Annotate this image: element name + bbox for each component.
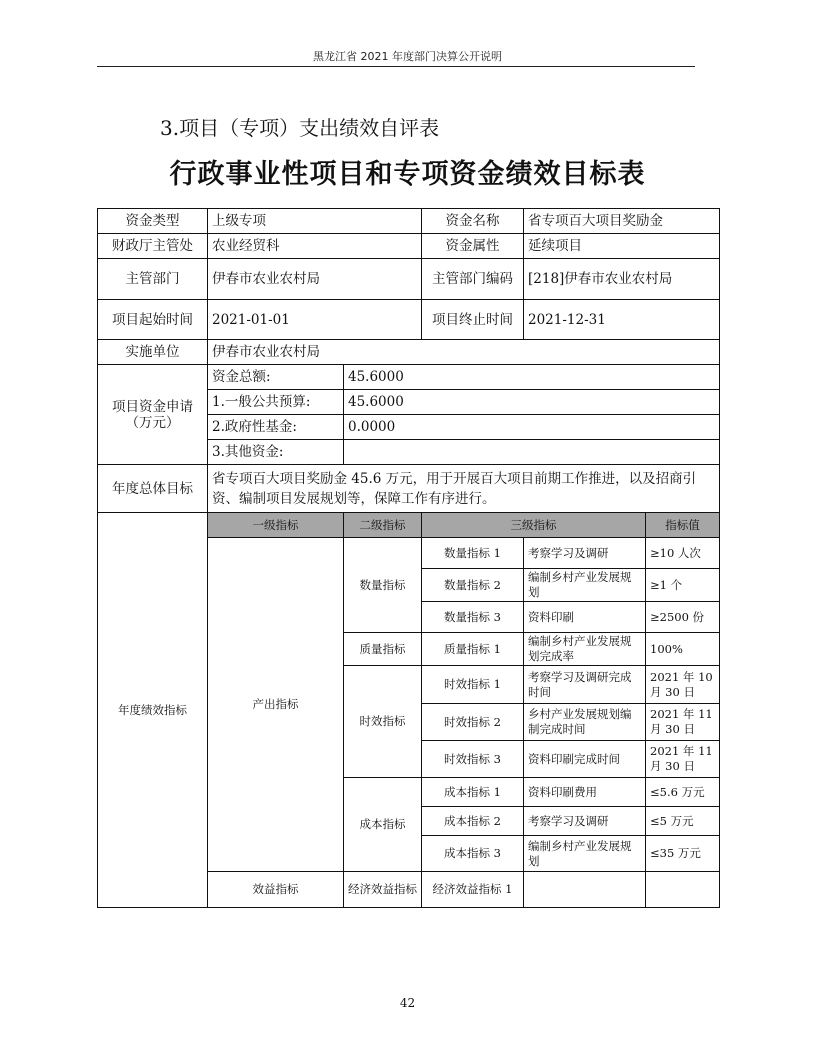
main-title: 行政事业性项目和专项资金绩效目标表 — [169, 159, 646, 190]
fund-type-value: 上级专项 — [208, 209, 422, 234]
fund-attr-label: 资金属性 — [422, 234, 524, 259]
funding-row-label: 3.其他资金: — [208, 440, 344, 465]
header-value: 指标值 — [646, 513, 720, 538]
indicator-value: ≤5 万元 — [646, 807, 720, 836]
impl-value: 伊春市农业农村局 — [208, 340, 720, 365]
perf-label: 年度绩效指标 — [98, 513, 208, 908]
indicator-desc: 编制乡村产业发展规划 — [524, 569, 646, 602]
funding-row-label: 资金总额: — [208, 365, 344, 390]
group-cost: 成本指标 — [344, 778, 422, 872]
indicator-value — [646, 872, 720, 908]
funding-label: 项目资金申请（万元） — [98, 365, 208, 465]
annual-goal-label: 年度总体目标 — [98, 465, 208, 513]
funding-row-value: 45.6000 — [344, 365, 720, 390]
indicator-value: 2021 年 11 月 30 日 — [646, 704, 720, 741]
supervisor-value: 伊春市农业农村局 — [208, 259, 422, 300]
dept-value: 农业经贸科 — [208, 234, 422, 259]
indicator-desc: 考察学习及调研 — [524, 538, 646, 569]
indicator-name: 时效指标 2 — [422, 704, 524, 741]
header-level1: 一级指标 — [208, 513, 344, 538]
fund-name-label: 资金名称 — [422, 209, 524, 234]
group-quality: 质量指标 — [344, 633, 422, 666]
indicator-name: 成本指标 1 — [422, 778, 524, 807]
fund-attr-value: 延续项目 — [524, 234, 720, 259]
end-label: 项目终止时间 — [422, 300, 524, 340]
indicator-desc: 考察学习及调研完成时间 — [524, 666, 646, 704]
performance-table — [97, 208, 720, 908]
start-label: 项目起始时间 — [98, 300, 208, 340]
impl-label: 实施单位 — [98, 340, 208, 365]
group-economic: 经济效益指标 — [344, 872, 422, 908]
level1-benefit: 效益指标 — [208, 872, 344, 908]
indicator-value: ≤5.6 万元 — [646, 778, 720, 807]
indicator-value: ≥2500 份 — [646, 602, 720, 633]
header-level3: 三级指标 — [422, 513, 646, 538]
fund-type-label: 资金类型 — [98, 209, 208, 234]
supervisor-code-label: 主管部门编码 — [422, 259, 524, 300]
page-number: 42 — [399, 996, 416, 1010]
indicator-desc: 考察学习及调研 — [524, 807, 646, 836]
indicator-value: ≥10 人次 — [646, 538, 720, 569]
page-header: 黑龙江省 2021 年度部门决算公开说明 — [313, 50, 502, 63]
indicator-name: 数量指标 3 — [422, 602, 524, 633]
start-value: 2021-01-01 — [208, 300, 422, 340]
funding-row-value — [344, 440, 720, 465]
funding-row-value: 45.6000 — [344, 390, 720, 415]
indicator-desc — [524, 872, 646, 908]
indicator-value: 100% — [646, 633, 720, 666]
indicator-desc: 资料印刷费用 — [524, 778, 646, 807]
supervisor-code-value: [218]伊春市农业农村局 — [524, 259, 720, 300]
indicator-value: 2021 年 10 月 30 日 — [646, 666, 720, 704]
indicator-desc: 编制乡村产业发展规划完成率 — [524, 633, 646, 666]
indicator-desc: 资料印刷 — [524, 602, 646, 633]
header-rule — [97, 66, 695, 67]
end-value: 2021-12-31 — [524, 300, 720, 340]
indicator-value: ≥1 个 — [646, 569, 720, 602]
indicator-name: 数量指标 1 — [422, 538, 524, 569]
indicator-name: 质量指标 1 — [422, 633, 524, 666]
indicator-desc: 编制乡村产业发展规划 — [524, 836, 646, 872]
group-time: 时效指标 — [344, 666, 422, 778]
level1-output: 产出指标 — [208, 538, 344, 872]
indicator-name: 时效指标 3 — [422, 741, 524, 778]
fund-name-value: 省专项百大项目奖励金 — [524, 209, 720, 234]
indicator-desc: 资料印刷完成时间 — [524, 741, 646, 778]
indicator-name: 成本指标 3 — [422, 836, 524, 872]
indicator-name: 经济效益指标 1 — [422, 872, 524, 908]
header-level2: 二级指标 — [344, 513, 422, 538]
indicator-name: 时效指标 1 — [422, 666, 524, 704]
dept-label: 财政厅主管处 — [98, 234, 208, 259]
indicator-name: 成本指标 2 — [422, 807, 524, 836]
section-title: 3.项目（专项）支出绩效自评表 — [160, 116, 440, 140]
indicator-value: ≤35 万元 — [646, 836, 720, 872]
indicator-desc: 乡村产业发展规划编制完成时间 — [524, 704, 646, 741]
group-quantity: 数量指标 — [344, 538, 422, 633]
indicator-name: 数量指标 2 — [422, 569, 524, 602]
supervisor-label: 主管部门 — [98, 259, 208, 300]
funding-row-label: 1.一般公共预算: — [208, 390, 344, 415]
annual-goal-text: 省专项百大项目奖励金 45.6 万元，用于开展百大项目前期工作推进，以及招商引资、编制项目发展规划等，保障工作有序进行。 — [208, 465, 720, 513]
funding-row-value: 0.0000 — [344, 415, 720, 440]
funding-row-label: 2.政府性基金: — [208, 415, 344, 440]
indicator-value: 2021 年 11 月 30 日 — [646, 741, 720, 778]
